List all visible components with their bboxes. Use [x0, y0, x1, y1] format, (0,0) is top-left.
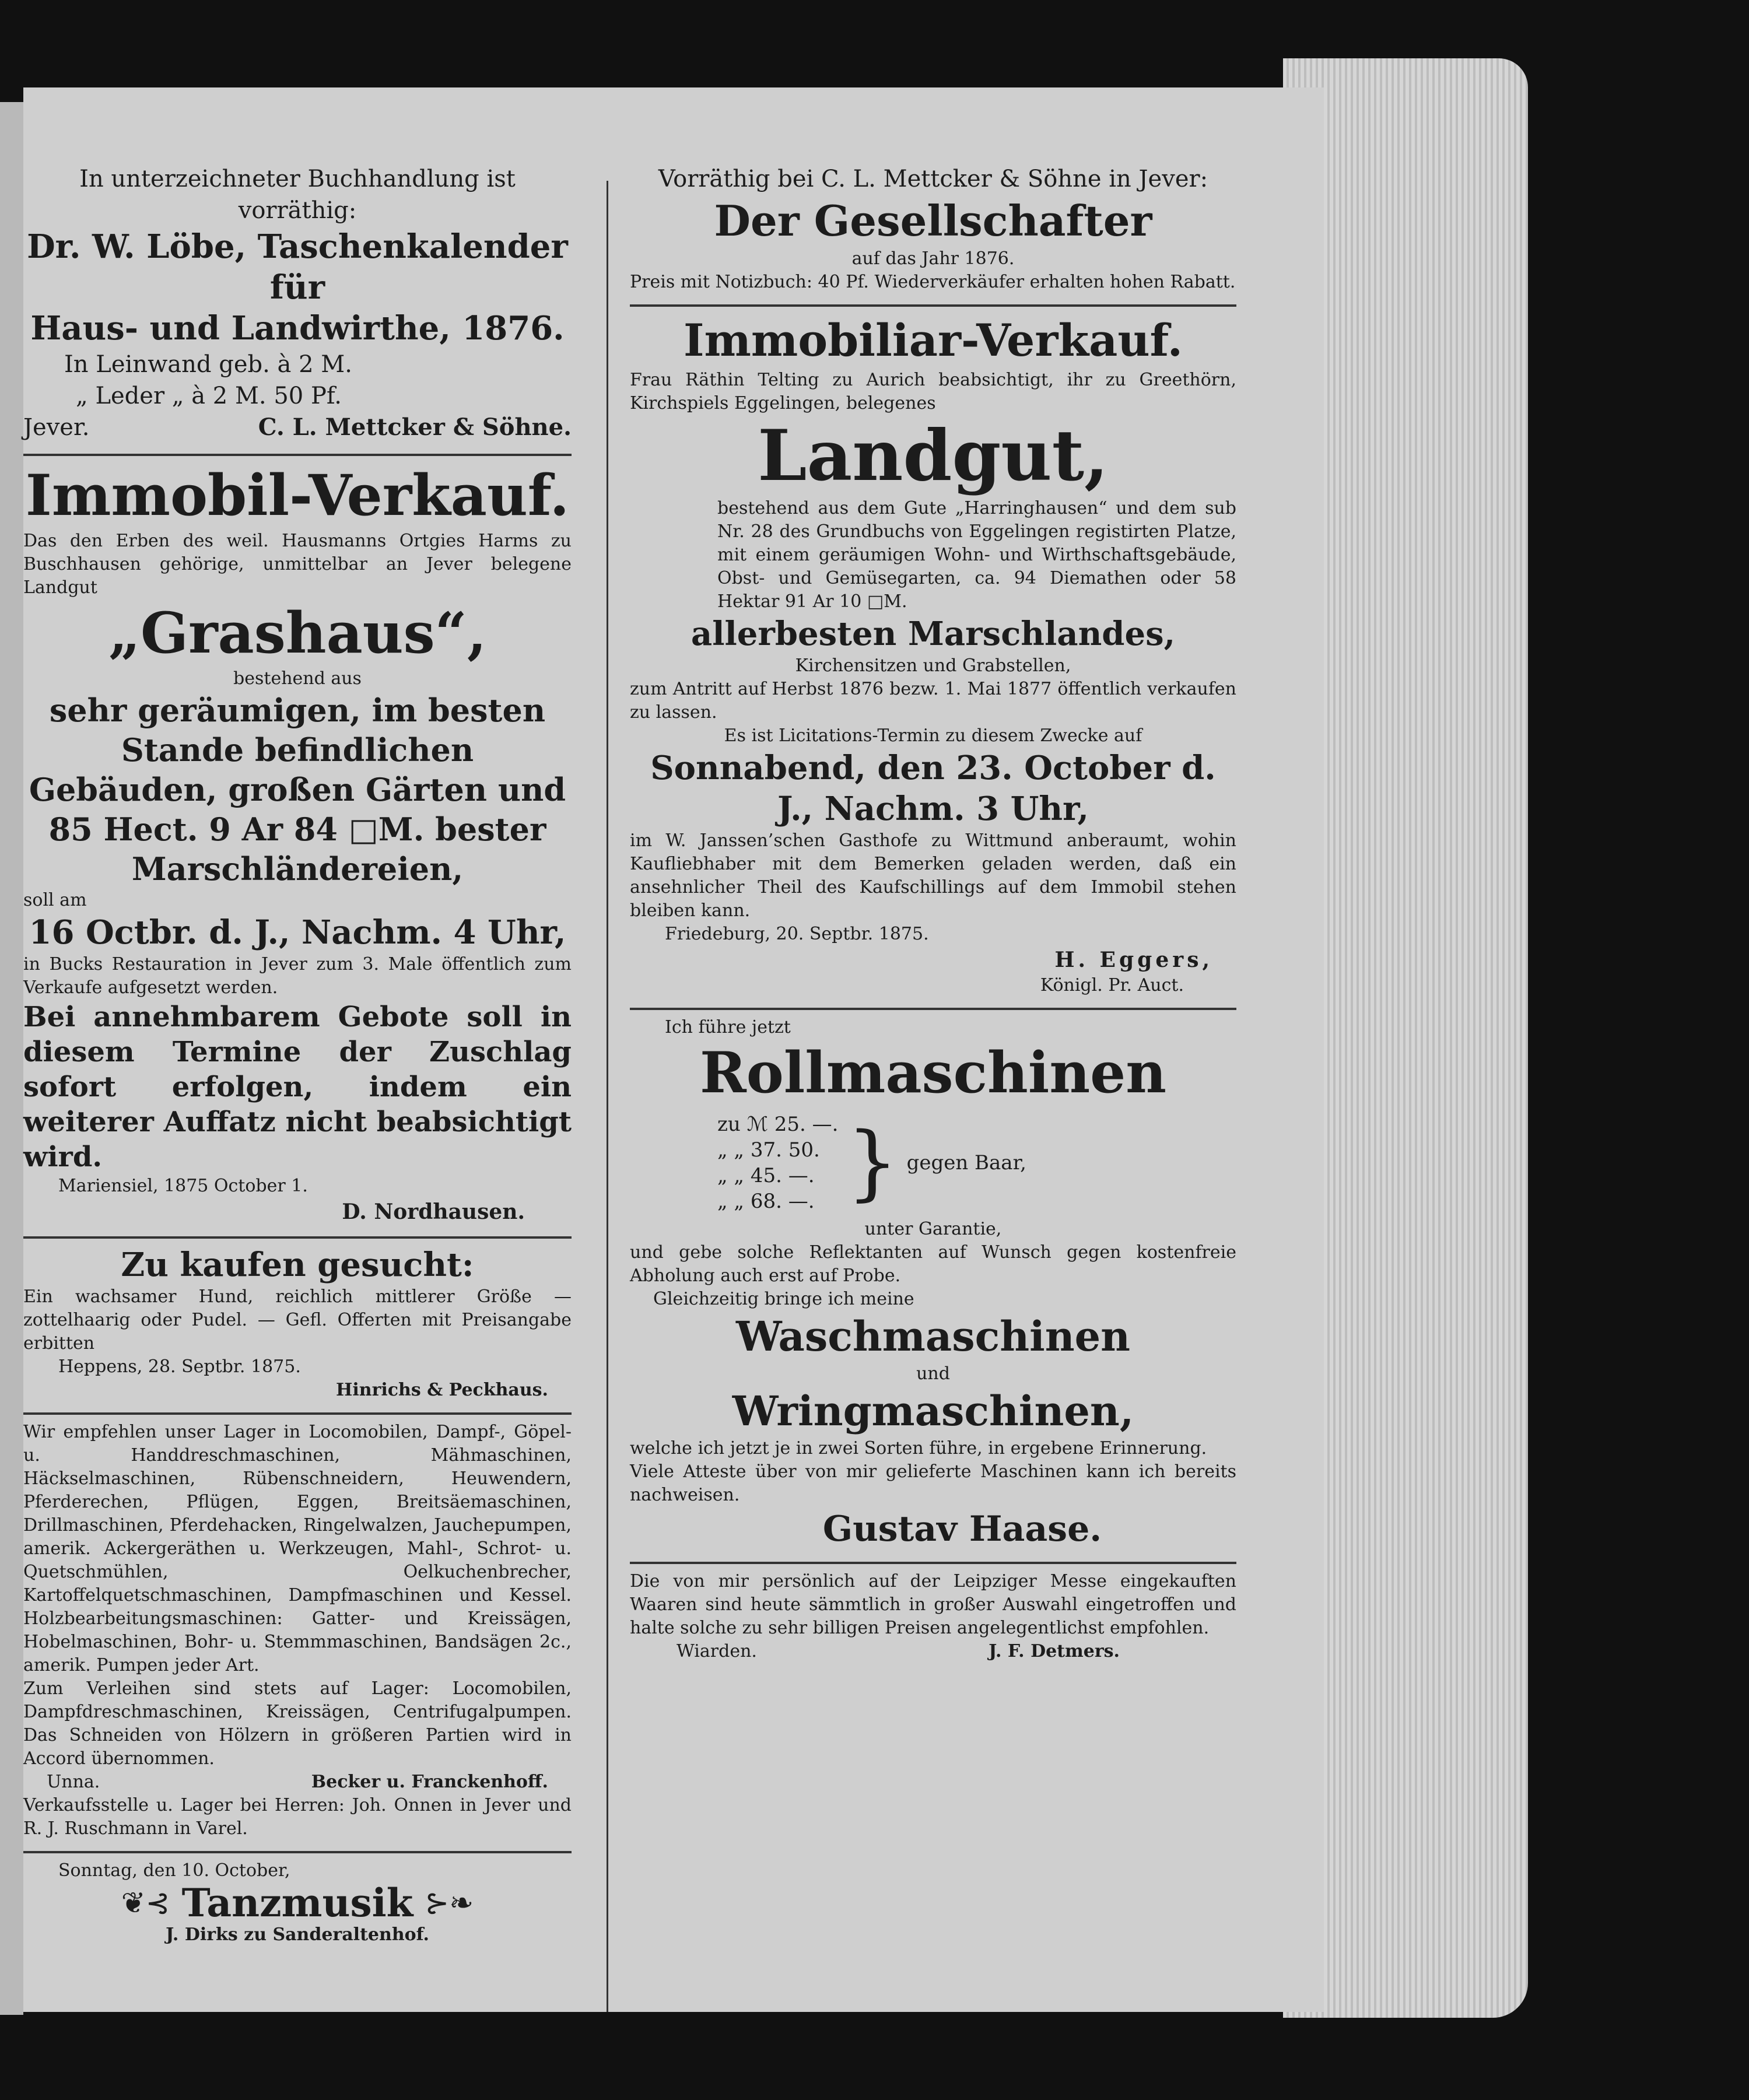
- ad-text: im W. Janssen’schen Gasthofe zu Wittmund anberaumt, wohin Kaufliebhaber mit dem Bemerken geladen werden, daß ein ansehnlicher Theil des Kaufschillings auf dem Immobil stehen bleiben kann.: [630, 830, 1236, 921]
- auction-date: 16 Octbr. d. J., Nachm. 4 Uhr,: [29, 913, 566, 952]
- ad-text: Die von mir persönlich auf der Leipziger Messe eingekauften Waaren sind heute sämmtlich in großer Auswahl eingetroffen und halte solche zu sehr billigen Preisen angelegentlichst empfohlen.: [630, 1571, 1236, 1638]
- ad-title: Tanzmusik: [181, 1880, 413, 1926]
- ad-title: Immobil-Verkauf.: [25, 462, 570, 528]
- signature-role: Königl. Pr. Auct.: [1040, 975, 1184, 995]
- ad-text: auf das Jahr 1876.: [851, 248, 1015, 269]
- left-column: [23, 157, 572, 1957]
- ad-text: unter Garantie,: [864, 1219, 1002, 1239]
- price-list: [717, 1112, 1236, 1214]
- ad-title: Rollmaschinen: [700, 1040, 1166, 1106]
- price-note: gegen Baar,: [906, 1151, 1026, 1175]
- signature: J. Dirks zu Sanderaltenhof.: [166, 1924, 429, 1945]
- place-date: Friedeburg, 20. Septbr. 1875.: [665, 924, 929, 944]
- ad-intro: Ich führe jetzt: [665, 1017, 791, 1037]
- ad-gesellschafter: [630, 157, 1236, 307]
- ad-text: bestehend aus: [233, 668, 362, 689]
- signature: Hinrichs & Peckhaus.: [336, 1380, 548, 1400]
- price-item: „ „ 45. —.: [717, 1164, 815, 1187]
- signature: J. F. Detmers.: [989, 1641, 1120, 1661]
- signature: Gustav Haase.: [822, 1509, 1102, 1549]
- ad-title: Zu kaufen gesucht:: [121, 1246, 474, 1284]
- ad-text: Verkaufsstelle u. Lager bei Herren: Joh. Onnen in Jever und R. J. Ruschmann in Varel.: [23, 1795, 572, 1839]
- price-line: In Leinwand geb. à 2 M.: [64, 351, 352, 378]
- ad-text: Kirchensitzen und Grabstellen,: [795, 655, 1071, 676]
- ad-text: Wir empfehlen unser Lager in Locomobilen, Dampf-, Göpel- u. Handdreschmaschinen, Mähmaschinen, Häckselmaschinen, Rübenschneidern, Heuwendern, Pferderechen, Pflügen, Eggen, Breitsäemaschinen, Drillmaschinen, Pferdehacken, Ringelwalzen, Jauchepumpen, amerik. Ackergeräthen u. Werkzeugen, Mahl-, Schrot- u. Quetschmühlen, Oelkuchenbrecher, Kartoffelquetschmaschinen, Dampfmaschinen und Kessel. Holzbearbeitungsmaschinen: Gatter- und Kreissägen, Hobelmaschinen, Bohr- u. Stemmmaschinen, Bandsägen 2c., amerik. Pumpen jeder Art.: [23, 1422, 572, 1675]
- ad-tanzmusik: [23, 1853, 572, 1957]
- signature: Becker u. Franckenhoff.: [311, 1772, 548, 1792]
- ad-text: Preis mit Notizbuch: 40 Pf. Wiederverkäufer erhalten hohen Rabatt.: [630, 272, 1236, 292]
- place-date: Heppens, 28. Septbr. 1875.: [58, 1356, 301, 1377]
- ad-leipziger-messe: [630, 1564, 1236, 1674]
- brace-icon: }: [846, 1115, 899, 1210]
- ad-text: zum Antritt auf Herbst 1876 bezw. 1. Mai 1877 öffentlich verkaufen zu lassen.: [630, 679, 1236, 723]
- signature: C. L. Mettcker & Söhne.: [258, 413, 572, 441]
- ad-text: bestehend aus dem Gute „Harringhausen“ und dem sub Nr. 28 des Grundbuchs von Eggelingen registirten Platze, mit einem geräumigen Wohn- und Wirthschaftsgebäude, Obst- und Gemüsegarten, ca. 94 Diemathen oder 58 Hektar 91 Ar 10 □M.: [717, 498, 1236, 612]
- ad-text: Frau Räthin Telting zu Aurich beabsichtigt, ihr zu Greethörn, Kirchspiels Eggelingen, belegenes: [630, 370, 1236, 413]
- ad-immobiliar-verkauf: [630, 307, 1236, 1010]
- ad-text: Zum Verleihen sind stets auf Lager: Locomobilen, Dampfdreschmaschinen, Kreissägen, Centrifugalpumpen. Das Schneiden von Hölzern in größeren Partien wird in Accord übernommen.: [23, 1678, 572, 1769]
- ad-highlight: sehr geräumigen, im besten Stande befindlichen Gebäuden, großen Gärten und 85 Hect. 9 Ar 84 □M. bester Marschländereien,: [29, 692, 566, 888]
- ad-text: Viele Atteste über von mir gelieferte Maschinen kann ich bereits nachweisen.: [630, 1461, 1236, 1505]
- ad-locomobilen: [23, 1415, 572, 1853]
- event-date: Sonntag, den 10. October,: [58, 1860, 290, 1881]
- right-column: [630, 157, 1236, 1674]
- ad-zu-kaufen-gesucht: [23, 1239, 572, 1415]
- ornament-right-icon: ⊱❧: [425, 1886, 474, 1920]
- price-item: „ „ 68. —.: [717, 1190, 815, 1213]
- ad-immobil-verkauf: [23, 456, 572, 1239]
- estate-name: Landgut,: [758, 415, 1109, 497]
- ad-rollmaschinen: [630, 1010, 1236, 1564]
- ad-text: soll am: [23, 890, 87, 910]
- ad-title: Der Gesellschafter: [714, 196, 1152, 246]
- ad-text: welche ich jetzt je in zwei Sorten führe, in ergebene Erinnerung.: [630, 1438, 1207, 1459]
- ad-highlight: allerbesten Marschlandes,: [691, 615, 1176, 653]
- signature: D. Nordhausen.: [342, 1200, 525, 1224]
- ad-text: Das den Erben des weil. Hausmanns Ortgies Harms zu Buschhausen gehörige, unmittelbar an Jever belegene Landgut: [23, 531, 572, 598]
- ad-intro: Vorräthig bei C. L. Mettcker & Söhne in Jever:: [658, 166, 1208, 192]
- ad-text: und: [916, 1363, 950, 1384]
- ad-title: Wringmaschinen,: [732, 1387, 1134, 1435]
- ad-title: Dr. W. Löbe, Taschenkalender für: [27, 227, 568, 307]
- place: Jever.: [23, 414, 90, 441]
- previous-page-edge: [0, 102, 23, 2015]
- ad-text: und gebe solche Reflektanten auf Wunsch gegen kostenfreie Abholung auch erst auf Probe.: [630, 1242, 1236, 1286]
- place: Wiarden.: [677, 1641, 757, 1661]
- estate-name: „Grashaus“,: [108, 600, 487, 666]
- ad-text: Es ist Licitations-Termin zu diesem Zwecke auf: [724, 725, 1142, 746]
- ornament-left-icon: ❦⊰: [121, 1886, 170, 1920]
- ad-text: in Bucks Restauration in Jever zum 3. Male öffentlich zum Verkaufe aufgesetzt werden.: [23, 954, 572, 998]
- ad-title: Waschmaschinen: [735, 1312, 1131, 1361]
- ad-intro: In unterzeichneter Buchhandlung ist vorräthig:: [79, 166, 516, 224]
- ad-title: Immobiliar-Verkauf.: [683, 314, 1183, 366]
- price-item: zu ℳ 25. —.: [717, 1113, 839, 1136]
- place: Unna.: [47, 1772, 100, 1792]
- signature: H. Eggers,: [1054, 948, 1213, 972]
- auction-date: Sonnabend, den 23. October d. J., Nachm. 3 Uhr,: [650, 749, 1216, 828]
- ad-text: Ein wachsamer Hund, reichlich mittlerer Größe — zottelhaarig oder Pudel. — Gefl. Offerten mit Preisangabe erbitten: [23, 1286, 572, 1354]
- newspaper-page: [23, 87, 1324, 2012]
- ad-title: Haus- und Landwirthe, 1876.: [30, 309, 565, 348]
- ad-highlight: Bei annehmbarem Gebote soll in diesem Termine der Zuschlag sofort erfolgen, indem ein weiterer Auffatz nicht beabsichtigt wird.: [23, 1001, 572, 1173]
- column-divider: [607, 181, 608, 2012]
- price-item: „ „ 37. 50.: [717, 1138, 820, 1162]
- ad-taschenkalender: [23, 157, 572, 456]
- price-line: „ Leder „ à 2 M. 50 Pf.: [76, 383, 342, 409]
- ad-text: Gleichzeitig bringe ich meine: [653, 1289, 914, 1309]
- place-date: Mariensiel, 1875 October 1.: [58, 1176, 308, 1196]
